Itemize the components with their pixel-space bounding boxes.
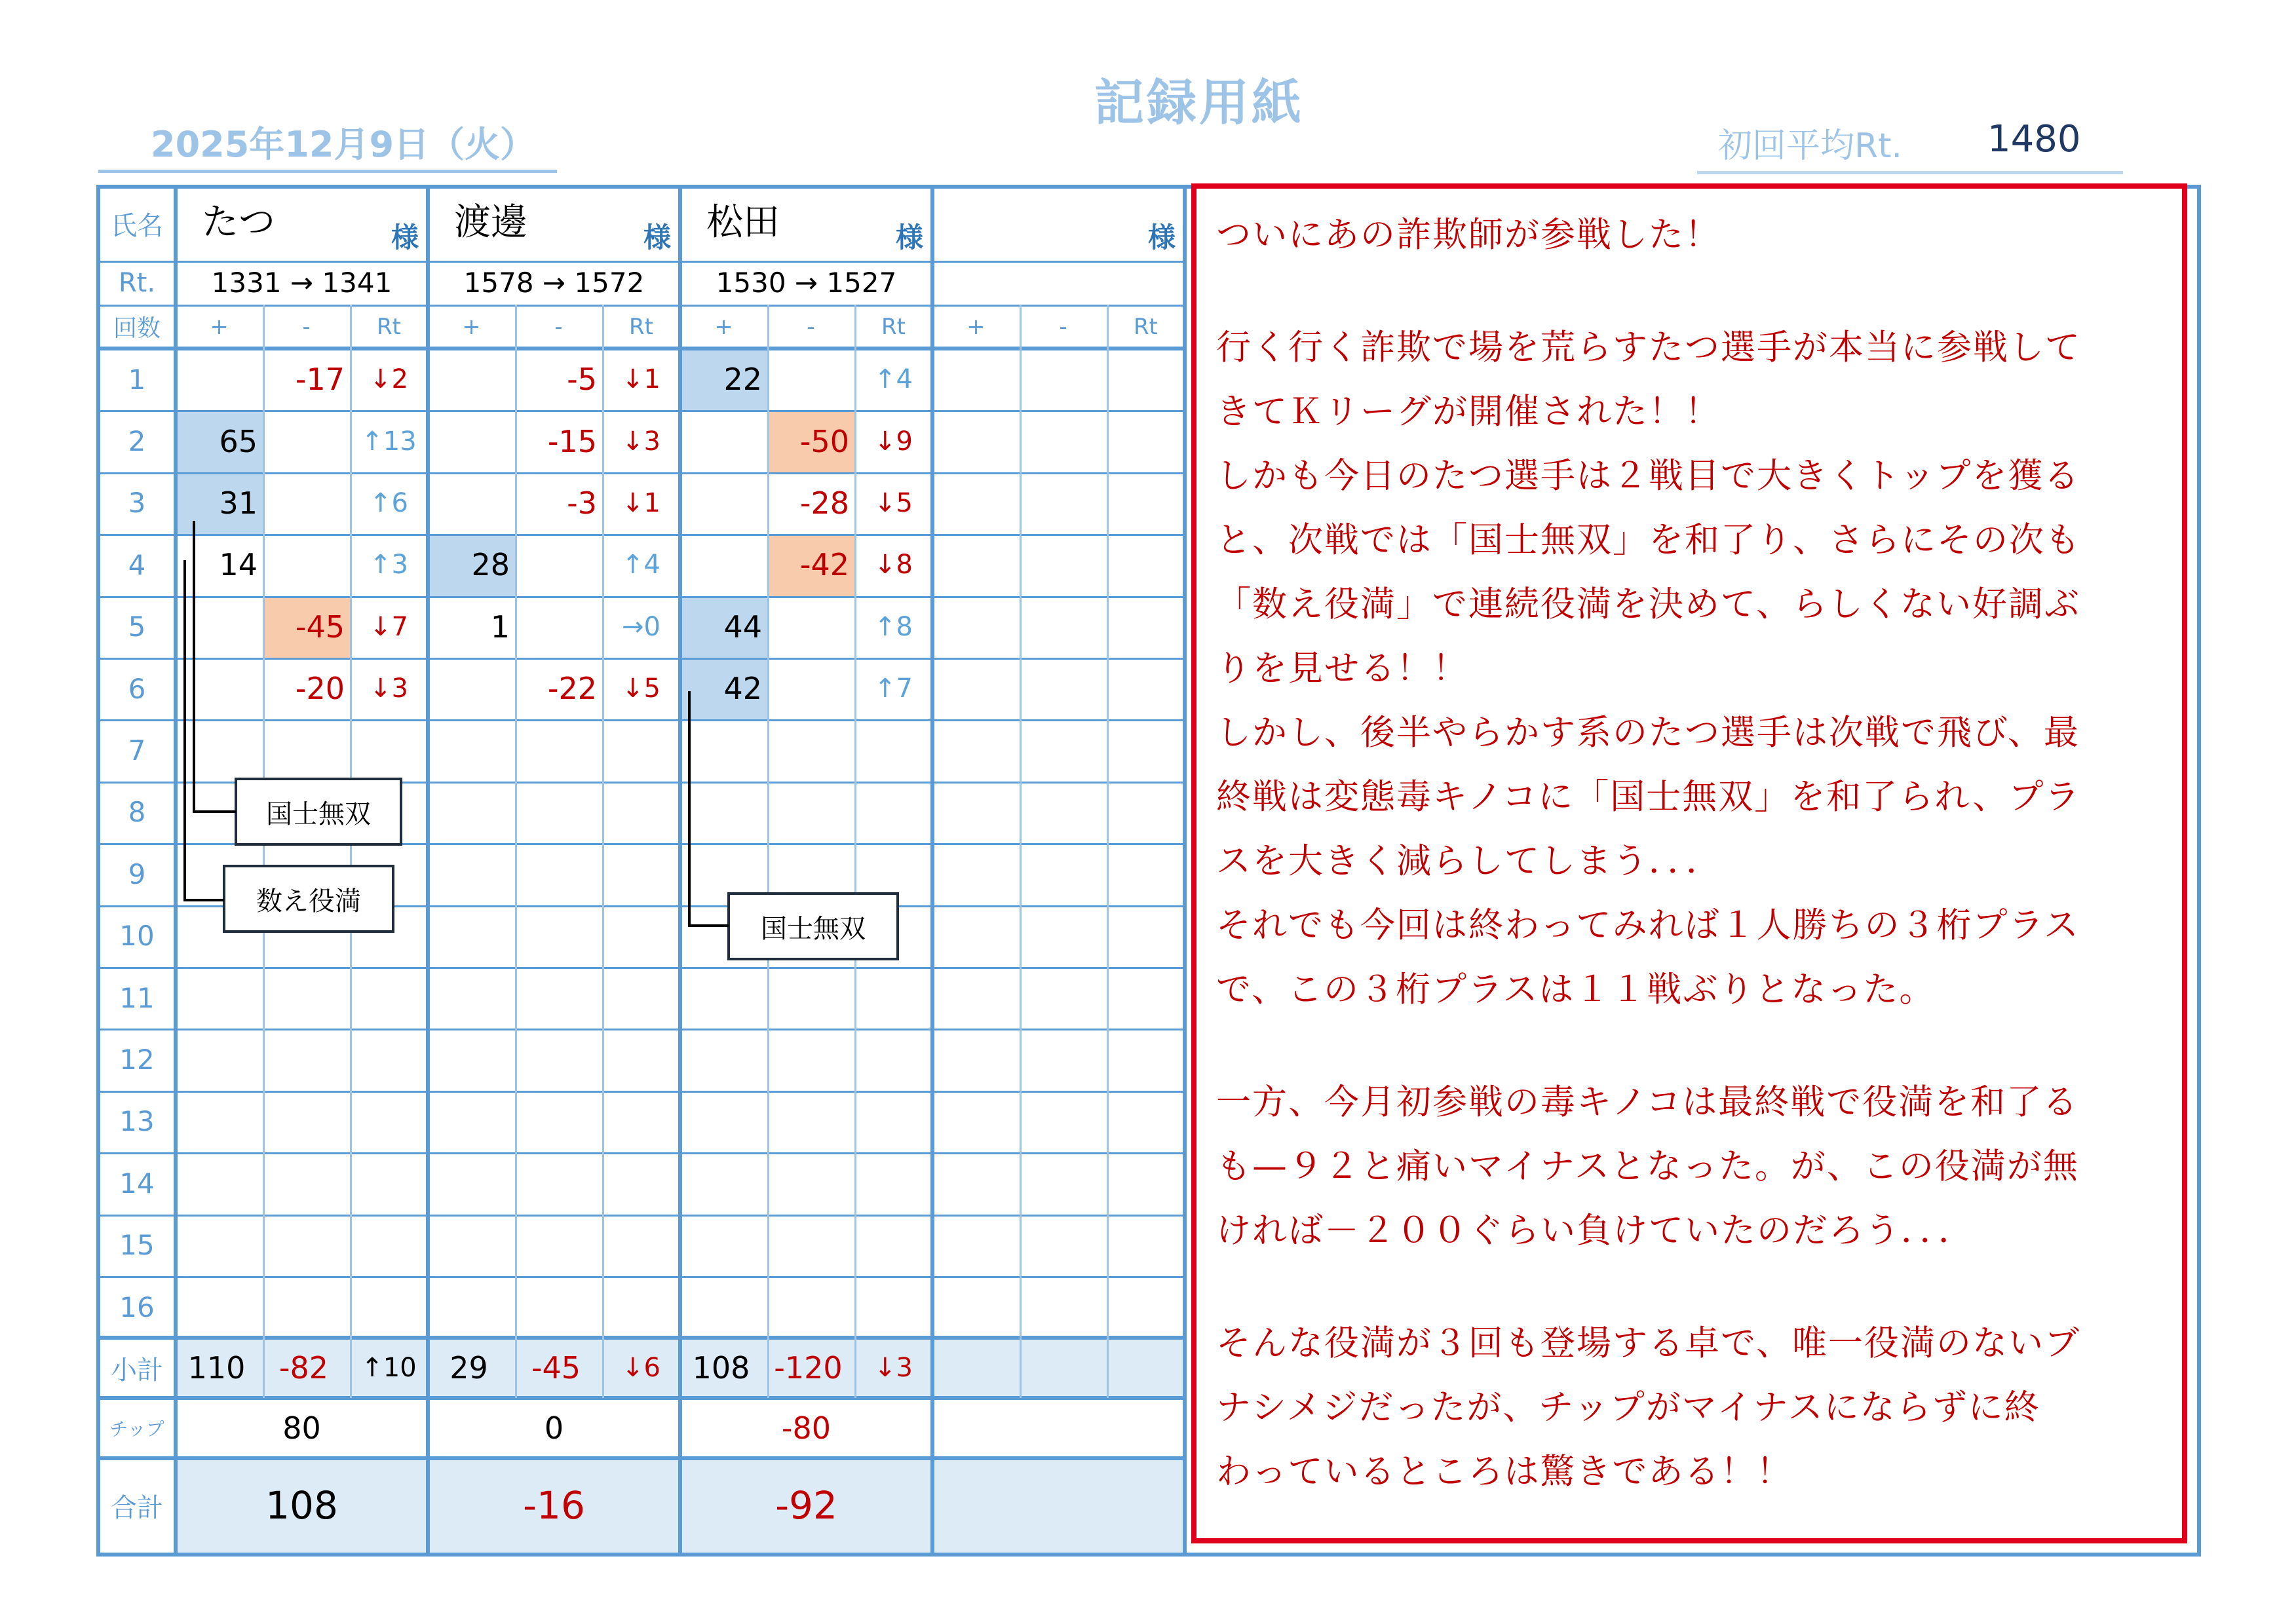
grid-line xyxy=(98,1152,1185,1154)
score-plus: 42 xyxy=(723,671,762,707)
chip-value: 80 xyxy=(282,1410,321,1446)
round-number: 7 xyxy=(128,734,146,767)
honorific-label: 様 xyxy=(643,221,671,254)
score-plus xyxy=(428,472,515,534)
comment-line: しかも今日のたつ選手は２戦目で大きくトップを獲る xyxy=(1216,456,2080,496)
comment-line: きてＫリーグが開催された！！ xyxy=(1216,392,1721,432)
grid-line xyxy=(854,305,856,1398)
score-minus: -20 xyxy=(295,671,345,707)
grid-line xyxy=(174,187,178,1553)
score-rating-change: ↓5 xyxy=(874,487,913,518)
score-rating-change: ↑7 xyxy=(874,673,913,704)
grid-line xyxy=(98,410,1185,412)
score-plus: 65 xyxy=(219,423,258,459)
comment-line: ついにあの詐欺師が参戦した！ xyxy=(1216,215,1721,255)
score-minus xyxy=(263,534,350,595)
comment-text xyxy=(1216,203,2164,1504)
rt-column-header: Rt xyxy=(377,313,401,340)
grid-line xyxy=(98,1456,1185,1460)
chip-label: チップ xyxy=(109,1418,164,1441)
subtotal-label: 小計 xyxy=(111,1355,163,1386)
subtotal-minus: -82 xyxy=(278,1350,329,1386)
score-minus xyxy=(515,534,602,595)
subtotal-rating: ↓6 xyxy=(622,1353,660,1384)
score-plus xyxy=(428,410,515,472)
grid-line xyxy=(350,305,352,1398)
comment-line: それでも今回は終わってみれば１人勝ちの３桁プラス xyxy=(1216,905,2080,945)
date-field: 2025年12月9日（火） xyxy=(98,117,557,173)
score-plus xyxy=(680,534,767,595)
grid-line xyxy=(98,261,1185,263)
round-number: 2 xyxy=(128,425,146,458)
score-minus: -22 xyxy=(547,671,597,707)
grid-line xyxy=(98,719,1185,721)
grid-line xyxy=(98,305,1185,307)
score-rating-change: ↓9 xyxy=(874,426,913,457)
total-label: 合計 xyxy=(111,1492,163,1523)
grid-line xyxy=(98,1396,1185,1400)
score-minus xyxy=(263,410,350,472)
minus-column-header: - xyxy=(1059,313,1067,340)
grid-line xyxy=(98,347,1185,350)
plus-column-header: + xyxy=(714,313,733,340)
grid-line xyxy=(767,305,769,1398)
comment-line: スを大きく減らしてしまう．．． xyxy=(1216,841,1722,881)
score-plus xyxy=(176,349,263,410)
initial-average-rating xyxy=(1697,118,2123,174)
name-header-label: 氏名 xyxy=(111,211,163,241)
round-number: 5 xyxy=(128,611,146,643)
grid-line xyxy=(602,305,604,1398)
grid-line xyxy=(678,187,682,1553)
score-plus: 14 xyxy=(219,547,258,583)
grid-line xyxy=(98,967,1185,969)
comment-line: と、次戦では「国士無双」を和了り、さらにその次も xyxy=(1216,520,2081,560)
minus-column-header: - xyxy=(807,313,815,340)
total-value: -16 xyxy=(523,1483,585,1528)
round-number: 8 xyxy=(128,796,146,829)
comment-line: 終戦は変態毒キノコに「国士無双」を和了られ、プラ xyxy=(1216,777,2081,817)
callout-connector xyxy=(688,691,691,927)
score-plus xyxy=(428,658,515,719)
grid-line xyxy=(98,534,1185,536)
score-minus: -42 xyxy=(799,547,849,583)
score-rating-change: ↓1 xyxy=(622,364,660,395)
score-minus: -45 xyxy=(295,609,345,645)
subtotal-plus xyxy=(932,1338,1020,1398)
grid-line xyxy=(1183,187,1187,1553)
minus-column-header: - xyxy=(302,313,311,340)
score-minus xyxy=(767,349,854,410)
score-rating-change: ↓5 xyxy=(622,673,660,704)
score-minus: -3 xyxy=(567,485,597,521)
total-value: -92 xyxy=(775,1483,837,1528)
subtotal-rating: ↓3 xyxy=(874,1353,913,1384)
round-number: 16 xyxy=(119,1291,155,1323)
subtotal-rating: ↑10 xyxy=(361,1353,417,1384)
callout-connector xyxy=(688,924,729,927)
rating-header-label: Rt. xyxy=(118,267,156,298)
round-number: 4 xyxy=(128,548,146,581)
score-rating-change: ↓7 xyxy=(370,611,408,642)
callout-connector xyxy=(183,899,224,901)
score-rating-change: ↓1 xyxy=(622,487,660,518)
subtotal-minus: -120 xyxy=(774,1350,843,1386)
comment-line: そんな役満が３回も登場する卓で、唯一役満のないブ xyxy=(1216,1323,2080,1363)
score-plus xyxy=(680,472,767,534)
score-minus: -5 xyxy=(567,362,597,398)
chip-value: -80 xyxy=(781,1410,832,1446)
grid-line xyxy=(1107,305,1109,1398)
honorific-label: 様 xyxy=(1147,221,1176,254)
score-minus: -50 xyxy=(799,423,849,459)
honorific-label: 様 xyxy=(391,221,419,254)
player-rating-change: 1530 → 1527 xyxy=(716,267,897,299)
grid-line xyxy=(98,1029,1185,1030)
round-number: 3 xyxy=(128,487,146,519)
paragraph-gap xyxy=(1216,267,2164,316)
grid-line xyxy=(263,305,265,1398)
paragraph-gap xyxy=(1216,1022,2164,1070)
round-number: 1 xyxy=(128,363,146,396)
chip-value: 0 xyxy=(544,1410,564,1446)
comment-line: わっているところは驚きである！！ xyxy=(1216,1452,1793,1492)
score-plus: 22 xyxy=(723,362,762,398)
plus-column-header: + xyxy=(966,313,985,340)
score-minus: -17 xyxy=(295,362,345,398)
score-minus xyxy=(767,596,854,658)
score-rating-change: ↑4 xyxy=(622,550,660,580)
subtotal-minus: -45 xyxy=(531,1350,581,1386)
score-plus: 31 xyxy=(219,485,258,521)
player-name: 松田 xyxy=(706,201,780,244)
subtotal-minus xyxy=(1020,1338,1107,1398)
score-minus xyxy=(515,596,602,658)
grid-line xyxy=(98,658,1185,660)
callout-kokushi-tatsu: 国士無双 xyxy=(235,778,402,846)
score-plus xyxy=(176,596,263,658)
grid-line xyxy=(930,187,934,1553)
score-plus: 1 xyxy=(490,609,510,645)
callout-connector xyxy=(183,560,186,901)
callout-connector xyxy=(193,521,195,812)
page-title: 記録用紙 xyxy=(1094,73,1304,132)
score-plus xyxy=(428,349,515,410)
grid-line xyxy=(98,1215,1185,1217)
comment-line: 一方、今月初参戦の毒キノコは最終戦で役満を和了る xyxy=(1216,1082,2079,1122)
score-rating-change: →0 xyxy=(622,611,660,642)
comment-line: も—９２と痛いマイナスとなった。が、この役満が無 xyxy=(1216,1146,2079,1186)
comment-line: しかし、後半やらかす系のたつ選手は次戦で飛び、最 xyxy=(1216,713,2080,753)
grid-line xyxy=(426,187,430,1553)
callout-kokushi-matsuda: 国士無双 xyxy=(727,892,899,960)
callout-kazoe-yakuman: 数え役満 xyxy=(223,865,394,933)
comment-box xyxy=(1191,183,2187,1543)
subtotal-plus: 108 xyxy=(692,1350,750,1386)
score-rating-change: ↓3 xyxy=(622,426,660,457)
score-plus: 28 xyxy=(471,547,510,583)
score-plus xyxy=(176,658,263,719)
honorific-label: 様 xyxy=(895,221,923,254)
rt-column-header: Rt xyxy=(881,313,906,340)
score-rating-change: ↓8 xyxy=(874,550,913,580)
round-number: 10 xyxy=(119,920,155,953)
grid-line xyxy=(98,1276,1185,1278)
round-number: 6 xyxy=(128,672,146,705)
score-rating-change: ↑8 xyxy=(874,611,913,642)
average-label: 初回平均Rt. xyxy=(1718,126,1903,166)
player-name: 渡邊 xyxy=(454,201,527,244)
score-rating-change: ↑13 xyxy=(361,426,417,457)
rt-column-header: Rt xyxy=(629,313,653,340)
grid-line xyxy=(98,472,1185,474)
comment-line: ナシメジだったが、チップがマイナスにならずに終 xyxy=(1216,1388,2040,1427)
average-value: 1480 xyxy=(1987,118,2081,161)
comment-line: で、この３桁プラスは１１戦ぶりとなった。 xyxy=(1216,970,1936,1010)
subtotal-rating xyxy=(1107,1338,1185,1398)
score-minus xyxy=(263,472,350,534)
player-rating-change: 1578 → 1572 xyxy=(463,267,645,299)
grid-line xyxy=(98,1091,1185,1093)
round-number: 9 xyxy=(128,858,146,890)
score-rating-change: ↑4 xyxy=(874,364,913,395)
total-value xyxy=(932,1458,1185,1553)
score-plus xyxy=(680,410,767,472)
total-value: 108 xyxy=(265,1483,338,1528)
comment-line: りを見せる！！ xyxy=(1216,649,1468,689)
score-minus: -15 xyxy=(547,423,597,459)
player-rating-change xyxy=(932,261,1185,305)
chip-value xyxy=(932,1398,1185,1458)
round-number: 11 xyxy=(119,981,155,1014)
grid-line xyxy=(1020,305,1022,1398)
score-rating-change: ↑3 xyxy=(370,550,408,580)
grid-line xyxy=(515,305,517,1398)
grid-line xyxy=(98,596,1185,598)
paragraph-gap xyxy=(1216,1263,2164,1312)
round-number: 12 xyxy=(119,1044,155,1076)
player-name xyxy=(959,187,1122,252)
callout-connector xyxy=(193,810,236,813)
score-minus: -28 xyxy=(799,485,849,521)
comment-line: ければ－２００ぐらい負けていたのだろう．．． xyxy=(1216,1211,1974,1251)
subtotal-plus: 110 xyxy=(187,1350,246,1386)
score-rating-change: ↓2 xyxy=(370,364,408,395)
player-name: たつ xyxy=(202,201,275,244)
plus-column-header: + xyxy=(210,313,229,340)
plus-column-header: + xyxy=(462,313,481,340)
comment-line: 行く行く詐欺で場を荒らすたつ選手が本当に参戦して xyxy=(1216,328,2081,368)
score-rating-change: ↑6 xyxy=(370,487,408,518)
rt-column-header: Rt xyxy=(1134,313,1158,340)
minus-column-header: - xyxy=(554,313,563,340)
grid-line xyxy=(98,1336,1185,1340)
round-number: 14 xyxy=(119,1167,155,1199)
score-minus xyxy=(767,658,854,719)
round-number: 13 xyxy=(119,1105,155,1138)
round-number: 15 xyxy=(119,1229,155,1262)
round-header-label: 回数 xyxy=(113,315,161,342)
player-rating-change: 1331 → 1341 xyxy=(211,267,392,299)
comment-line: 「数え役満」で連続役満を決めて、らしくない好調ぶ xyxy=(1216,584,2080,624)
score-rating-change: ↓3 xyxy=(370,673,408,704)
subtotal-plus: 29 xyxy=(450,1350,488,1386)
score-plus: 44 xyxy=(723,609,762,645)
